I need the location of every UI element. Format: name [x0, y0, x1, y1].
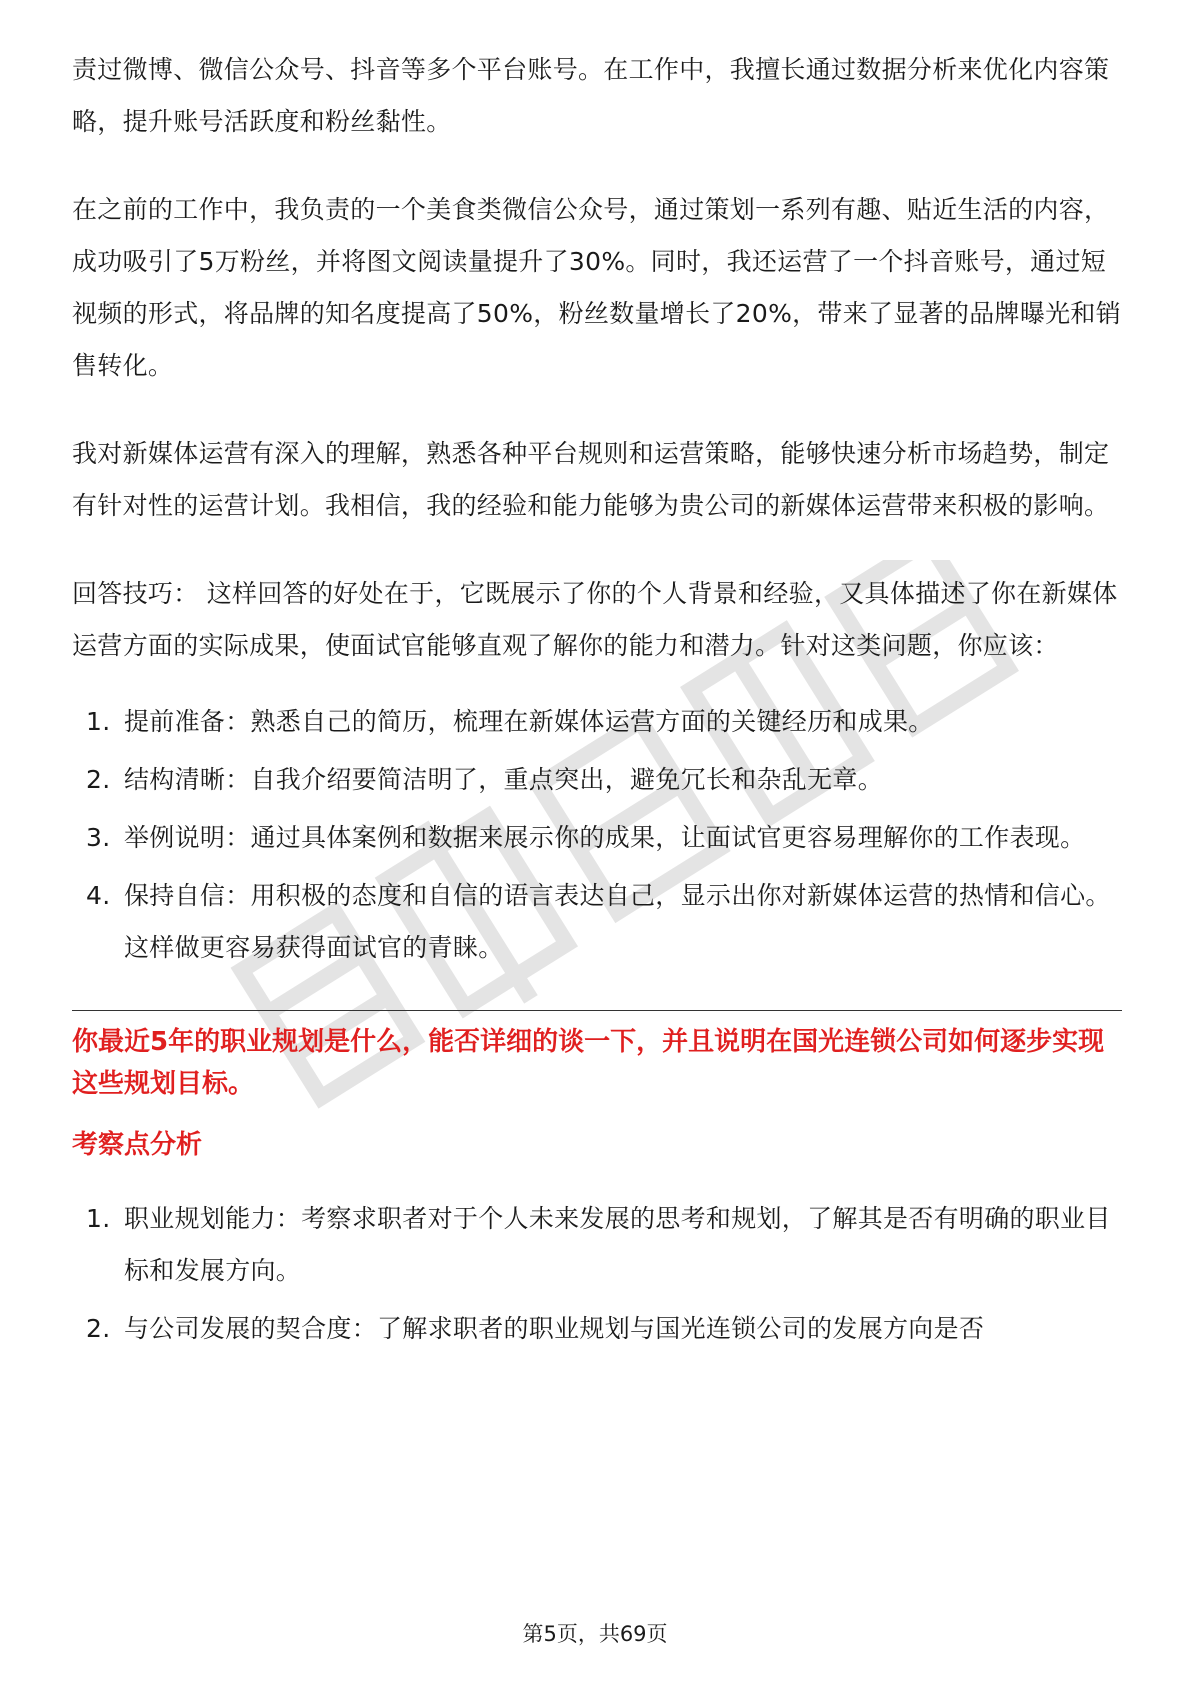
- list-item: [72, 870, 1122, 974]
- list-item: [72, 754, 1122, 806]
- list-item-text: 职业规划能力：考察求职者对于个人未来发展的思考和规划，了解其是否有明确的职业目标和发展方向。: [124, 1204, 1111, 1285]
- list-number: 2.: [86, 765, 111, 794]
- analysis-list: [72, 1193, 1122, 1355]
- answer-paragraph-3: 我对新媒体运营有深入的理解，熟悉各种平台规则和运营策略，能够快速分析市场趋势，制定有针对性的运营计划。我相信，我的经验和能力能够为贵公司的新媒体运营带来积极的影响。: [72, 439, 1110, 520]
- list-number: 1.: [86, 1204, 111, 1233]
- list-item: [72, 1303, 1122, 1355]
- answer-paragraph-1: 责过微博、微信公众号、抖音等多个平台账号。在工作中，我擅长通过数据分析来优化内容策略，提升账号活跃度和粉丝黏性。: [72, 55, 1110, 136]
- answer-paragraph-2: 在之前的工作中，我负责的一个美食类微信公众号，通过策划一系列有趣、贴近生活的内容，成功吸引了5万粉丝，并将图文阅读量提升了30%。同时，我还运营了一个抖音账号，通过短视频的形式，将品牌的知名度提高了50%，粉丝数量增长了20%，带来了显著的品牌曝光和销售转化。: [72, 195, 1122, 380]
- list-item-text: 举例说明：通过具体案例和数据来展示你的成果，让面试官更容易理解你的工作表现。: [124, 823, 1086, 852]
- main-content: [72, 44, 1122, 1391]
- page-footer: 第5页，共69页: [522, 1622, 668, 1646]
- section-divider: [72, 1010, 1122, 1011]
- list-number: 1.: [86, 707, 111, 736]
- list-item: [72, 812, 1122, 864]
- list-item: [72, 1193, 1122, 1297]
- list-item-text: 与公司发展的契合度：了解求职者的职业规划与国光连锁公司的发展方向是否: [124, 1314, 985, 1343]
- list-item-text: 提前准备：熟悉自己的简历，梳理在新媒体运营方面的关键经历和成果。: [124, 707, 934, 736]
- interview-question: 你最近5年的职业规划是什么，能否详细的谈一下，并且说明在国光连锁公司如何逐步实现这些规划目标。: [72, 1027, 1105, 1099]
- list-item-text: 结构清晰：自我介绍要简洁明了，重点突出，避免冗长和杂乱无章。: [124, 765, 884, 794]
- analysis-heading: 考察点分析: [72, 1130, 203, 1160]
- list-item: [72, 696, 1122, 748]
- list-number: 2.: [86, 1314, 111, 1343]
- list-number: 3.: [86, 823, 111, 852]
- answer-tips-paragraph: 回答技巧： 这样回答的好处在于，它既展示了你的个人背景和经验，又具体描述了你在新媒体运营方面的实际成果，使面试官能够直观了解你的能力和潜力。针对这类问题，你应该：: [72, 579, 1118, 660]
- tips-list: [72, 696, 1122, 974]
- list-number: 4.: [86, 881, 111, 910]
- list-item-text: 保持自信：用积极的态度和自信的语言表达自己，显示出你对新媒体运营的热情和信心。这样做更容易获得面试官的青睐。: [124, 881, 1111, 962]
